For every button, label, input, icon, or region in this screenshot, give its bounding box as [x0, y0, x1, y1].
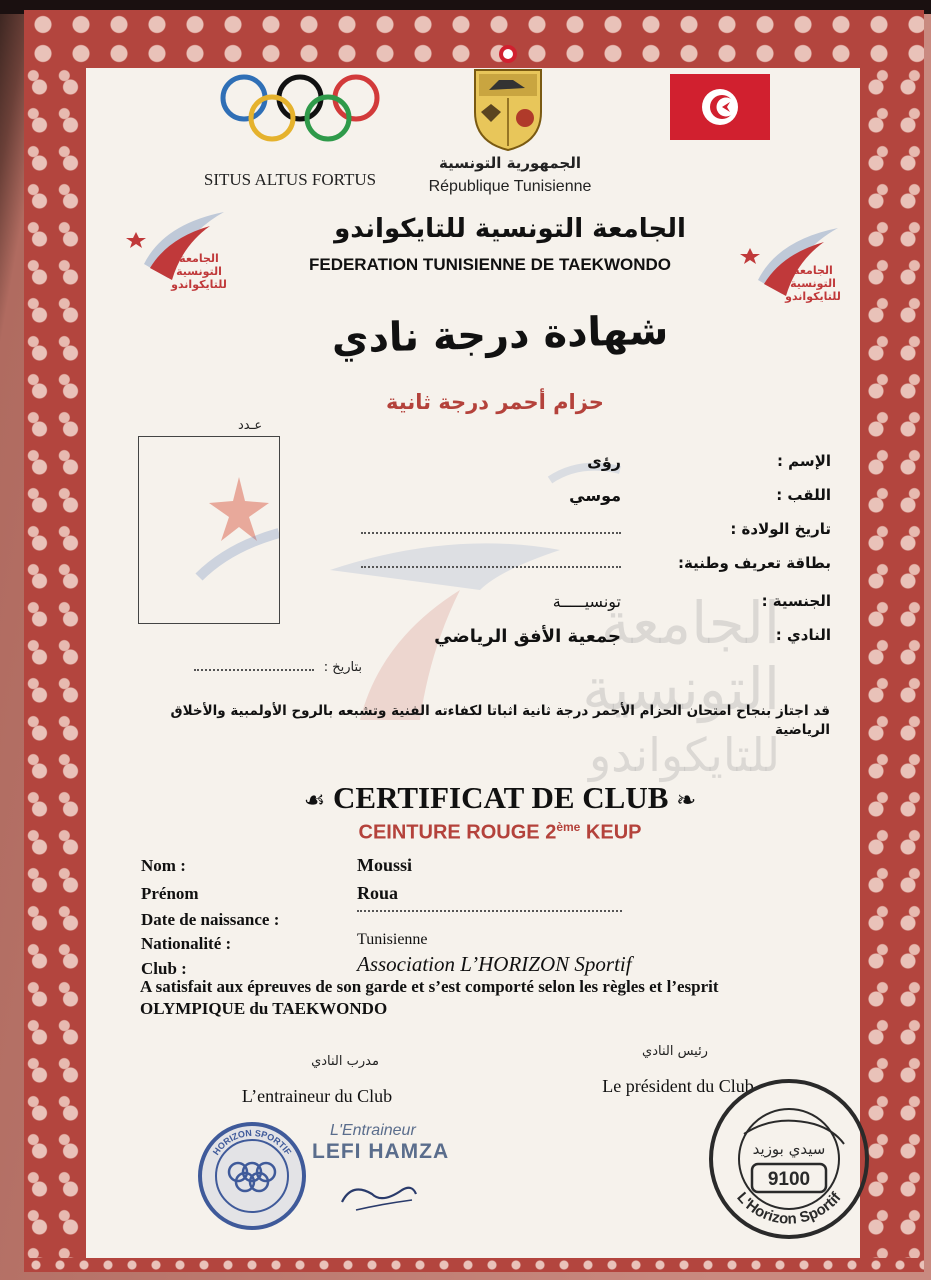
statement-fr: [140, 976, 840, 1020]
belt-grade-ar: حزام أحمر درجة ثانية: [386, 390, 604, 414]
field-label-prenom: Prénom: [141, 884, 199, 903]
field-value: رؤى: [587, 452, 621, 471]
field-value-club: Association L’HORIZON Sportif: [357, 952, 632, 976]
president-label-fr: Le président du Club: [602, 1076, 754, 1096]
star-watermark-icon: [139, 437, 279, 623]
club-stamp-icon: [196, 1120, 308, 1232]
club-stamp-blue: [196, 1120, 308, 1232]
trainer-label-ar: مدرب النادي: [311, 1054, 379, 1069]
president-stamp-black: [704, 1074, 874, 1244]
field-label: الإسم :: [776, 452, 831, 470]
president-stamp-icon: [704, 1074, 874, 1244]
president-stamp-city: سيدي بوزيد: [752, 1140, 826, 1158]
belt-grade-sup: ème: [556, 820, 581, 834]
olympic-rings-icon: [216, 72, 386, 144]
republic-name-ar: الجمهورية التونسية: [439, 154, 581, 172]
statement-ar: قد اجتاز بنجاح امتحان الحزام الأحمر درجة ثانية اثباتا لكفاءته الفنية وتشبعه بالروح الأولمبية والأخلاق الرياضية: [170, 703, 830, 738]
fed-logo-text: الجامعة: [179, 252, 219, 265]
fed-logo-text: الجامعة: [793, 264, 833, 277]
belt-grade-tail: KEUP: [580, 821, 642, 844]
club-stamp-ring-text: HORIZON SPORTIF: [210, 1127, 294, 1157]
certificate-title-text: CERTIFICAT DE CLUB: [333, 780, 669, 815]
olympic-motto: SITUS ALTUS FORTUS: [203, 170, 377, 189]
blank-line: [361, 566, 621, 568]
trainer-label-fr: L’entraineur du Club: [241, 1086, 393, 1106]
field-label: الجنسية :: [761, 592, 831, 610]
field-label-nom: Nom :: [141, 856, 186, 875]
trainer-stamp-name: LEFI HAMZA: [312, 1140, 450, 1163]
certificate-title-fr: [250, 780, 750, 816]
field-label: النادي :: [775, 626, 831, 644]
fed-logo-text: للتايكواندو: [171, 278, 227, 291]
field-value: جمعية الأفق الرياضي: [434, 626, 621, 647]
field-value: تونسيـــــة: [552, 592, 621, 611]
federation-logo-left: [124, 204, 244, 304]
statement-fr-line: A satisfait aux épreuves de son garde et s’est comporté selon les règles et l’esprit: [140, 977, 719, 996]
field-value: موسي: [569, 486, 621, 505]
belt-grade-fr: [300, 820, 700, 845]
signature-scribble-icon: [312, 1164, 472, 1224]
field-label: بطاقة تعريف وطنية:: [678, 554, 831, 572]
republic-name-fr: République Tunisienne: [428, 178, 592, 195]
president-stamp-code: 9100: [767, 1169, 811, 1190]
field-label: تاريخ الولادة :: [730, 520, 831, 538]
tunisia-coat-of-arms-icon: [469, 42, 547, 152]
number-label: عـدد: [238, 418, 263, 433]
fed-logo-text: للتايكواندو: [785, 290, 841, 303]
photo-placeholder: [138, 436, 280, 624]
field-label-club: Club :: [141, 959, 187, 978]
federation-name-fr: FEDERATION TUNISIENNE DE TAEKWONDO: [308, 255, 672, 274]
statement-fr-line: OLYMPIQUE du TAEKWONDO: [140, 999, 388, 1018]
field-label-nationalite: Nationalité :: [141, 934, 232, 953]
blank-line: [357, 910, 622, 912]
trainer-signature-stamp: [312, 1122, 472, 1232]
ornament-left-icon: ☙: [303, 788, 326, 814]
date-label: بتاريخ :: [323, 660, 362, 675]
watermark-line: التونسية: [582, 655, 780, 723]
blank-line: [361, 532, 621, 534]
president-stamp-ring-text: L'Horizon Sportif: [733, 1189, 845, 1228]
field-value-nationalite: Tunisienne: [357, 931, 428, 948]
certificate-title-ar: شهادة درجة نادي: [331, 307, 669, 363]
field-value-nom: Moussi: [357, 855, 413, 875]
tunisia-flag-icon: [670, 74, 770, 140]
federation-name-ar: الجامعة التونسية للتايكواندو: [334, 214, 686, 244]
trainer-stamp-title: L'Entraineur: [330, 1122, 416, 1139]
president-label-ar: رئيس النادي: [642, 1044, 708, 1059]
watermark-line: الجامعة: [600, 589, 780, 657]
date-row-ar: [142, 660, 362, 675]
field-value-prenom: Roua: [357, 883, 399, 903]
watermark-line: للتايكواندو: [588, 728, 780, 782]
fed-logo-text: التونسية: [790, 277, 836, 290]
field-label: اللقب :: [776, 486, 831, 504]
belt-grade-main: CEINTURE ROUGE 2: [358, 821, 557, 844]
fed-logo-text: التونسية: [176, 265, 222, 278]
field-label-date-naissance: Date de naissance :: [141, 910, 280, 929]
blank-line: [194, 669, 314, 671]
ornament-right-icon: ❧: [676, 788, 697, 814]
